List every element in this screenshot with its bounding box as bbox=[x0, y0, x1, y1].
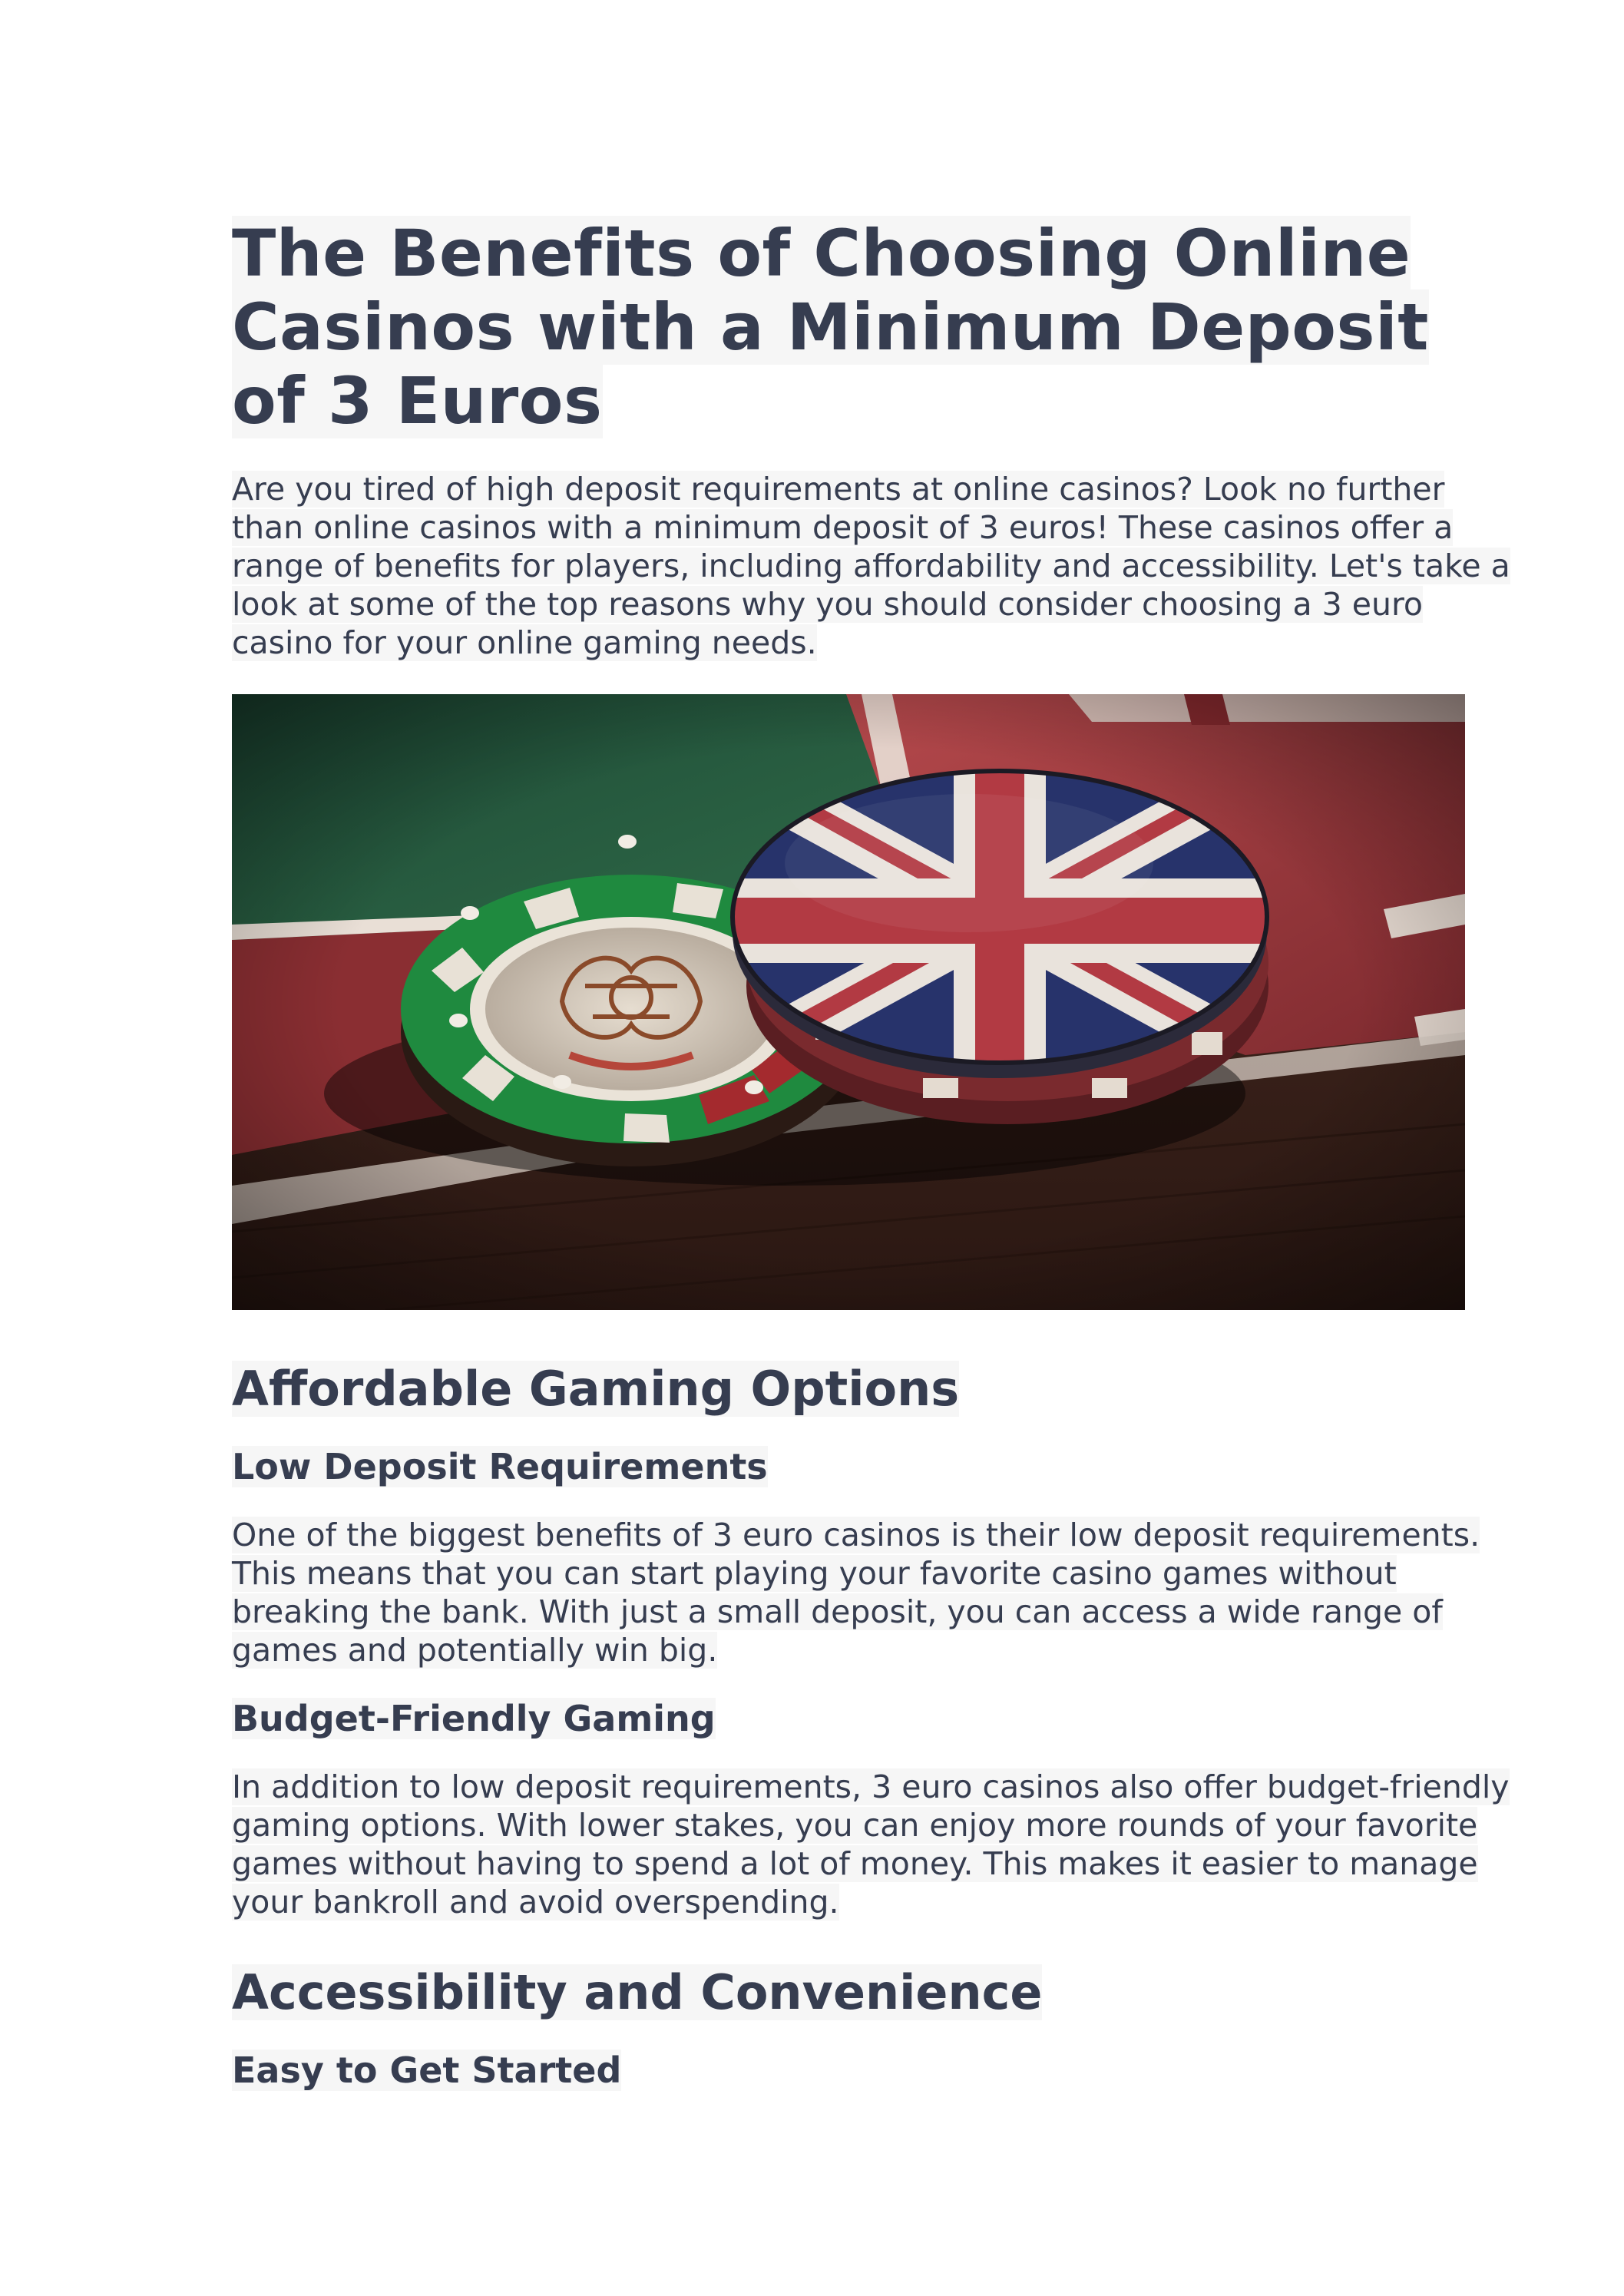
hero-image bbox=[232, 694, 1465, 1310]
page-title bbox=[232, 217, 1522, 438]
intro-paragraph bbox=[232, 470, 1522, 662]
paragraph-budget-friendly bbox=[232, 1768, 1522, 1921]
paragraph-budget-friendly-text: In addition to low deposit requirements, 3 euro casinos also offer budget-friendly gaming options. With lower stakes, you can enjoy more rounds of your favorite games without having to spend a lot of money. This makes it easier to manage your bankroll and avoid overspending. bbox=[232, 1768, 1510, 1921]
section-heading-accessibility-text: Accessibility and Convenience bbox=[232, 1964, 1043, 2020]
intro-text: Are you tired of high deposit requirements at online casinos? Look no further than online casinos with a minimum deposit of 3 euros! These casinos offer a range of benefits for players, including affordability and accessibility. Let's take a look at some of the top reasons why you should consider choosing a 3 euro casino for your online gaming needs. bbox=[232, 471, 1510, 661]
paragraph-low-deposit bbox=[232, 1516, 1522, 1669]
subheading-low-deposit-text: Low Deposit Requirements bbox=[232, 1446, 768, 1487]
paragraph-low-deposit-text: One of the biggest benefits of 3 euro casinos is their low deposit requirements. This means that you can start playing your favorite casino games without breaking the bank. With just a small deposit, you can access a wide range of games and potentially win big. bbox=[232, 1517, 1480, 1669]
page-title-text: The Benefits of Choosing Online Casinos with a Minimum Deposit of 3 Euros bbox=[232, 216, 1429, 438]
subheading-low-deposit bbox=[232, 1445, 1522, 1488]
section-heading-accessibility bbox=[232, 1964, 1522, 2021]
subheading-easy-start bbox=[232, 2049, 1522, 2092]
section-heading-affordable-text: Affordable Gaming Options bbox=[232, 1361, 960, 1417]
subheading-budget-friendly-text: Budget-Friendly Gaming bbox=[232, 1698, 716, 1739]
section-heading-affordable bbox=[232, 1361, 1522, 1418]
subheading-budget-friendly bbox=[232, 1697, 1522, 1740]
article bbox=[232, 217, 1522, 2092]
subheading-easy-start-text: Easy to Get Started bbox=[232, 2050, 622, 2091]
casino-chips-flags-image bbox=[232, 694, 1465, 1310]
